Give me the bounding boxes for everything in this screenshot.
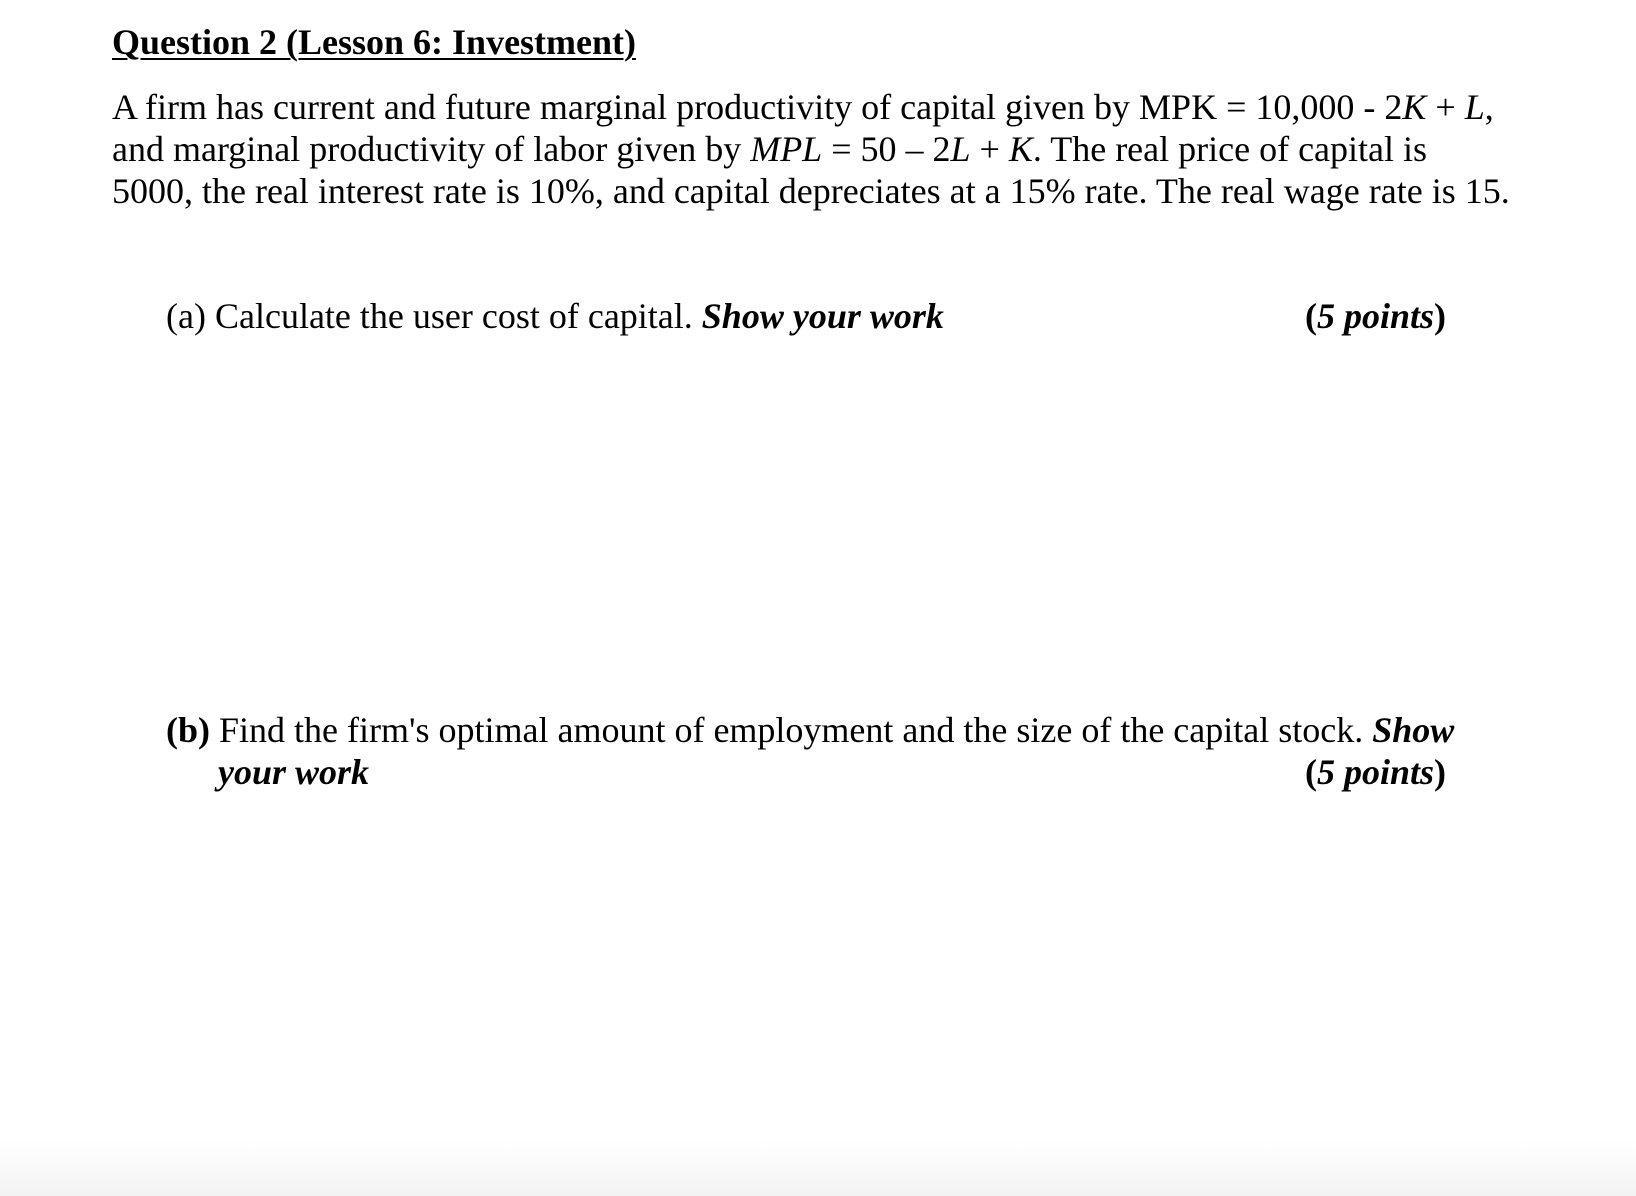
intro-text: , [1484,87,1494,127]
part-b-prompt [166,709,1454,751]
paren-close: ) [1434,296,1446,336]
part-a-label: (a) [166,296,206,336]
part-b-text: Find the firm's optimal amount of employment and the size of the capital stock. [210,710,1373,750]
var-k: K [1402,87,1427,127]
part-b-your-work: your work [218,752,370,792]
intro-text: = 50 – 2 [822,129,951,169]
intro-line-3: 5000, the real interest rate is 10%, and capital depreciates at a 15% rate. The real wage rate is 15. [112,171,1510,211]
points-value: 5 points [1316,296,1434,336]
var-l: L [1464,87,1485,127]
part-a-show-work: Show your work [701,296,944,336]
intro-line-2 [112,128,1592,170]
paren-close: ) [1434,752,1446,792]
part-b-show: Show [1372,710,1455,750]
intro-text: A firm has current and future marginal productivity of capital given by MPK = 10,000 - 2 [112,87,1403,127]
part-a-points [1305,295,1446,337]
intro-line-1 [112,86,1592,128]
part-b-points [1305,751,1446,793]
intro-text: + [1426,87,1465,127]
var-mpl: MPL [750,129,823,169]
paren-open: ( [1304,752,1317,792]
question-title: Question 2 (Lesson 6: Investment) [112,22,637,62]
part-a-text: Calculate the user cost of capital. [205,296,702,336]
var-l: L [950,129,971,169]
question-intro [112,86,1592,212]
paren-open: ( [1304,296,1317,336]
var-k: K [1008,129,1033,169]
intro-text: and marginal productivity of labor given by [112,129,751,169]
points-value: 5 points [1316,752,1434,792]
part-a-prompt [166,295,944,337]
intro-text: + [970,129,1009,169]
intro-text: . The real price of capital is [1032,129,1428,169]
part-b-label: (b) [166,710,210,750]
